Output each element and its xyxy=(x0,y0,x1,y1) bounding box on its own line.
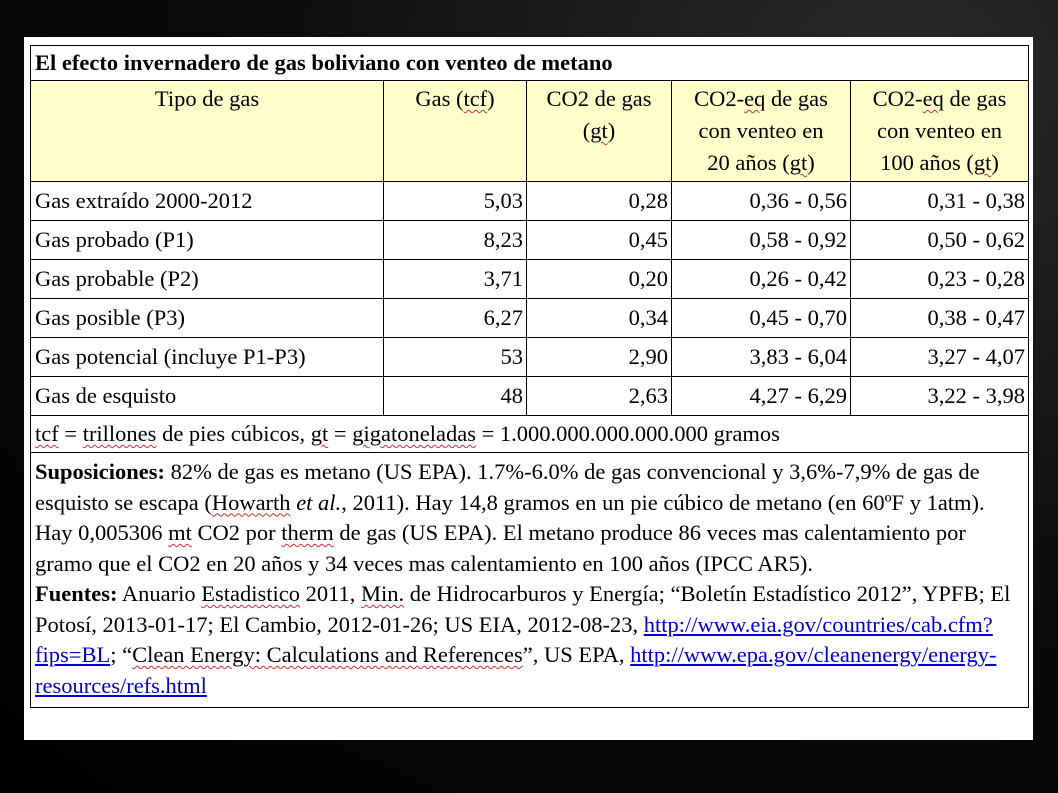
gas-table xyxy=(30,45,1029,708)
table-row xyxy=(31,299,1029,338)
epa-link[interactable]: http://www.epa.gov/cleanenergy/energy-resources/refs.html xyxy=(35,642,997,698)
cell-eq20: 0,58 - 0,92 xyxy=(672,221,851,260)
cell-eq100: 3,27 - 4,07 xyxy=(851,338,1029,377)
cell-gas: 53 xyxy=(384,338,527,377)
table-row xyxy=(31,338,1029,377)
table-row xyxy=(31,221,1029,260)
fuentes-label: Fuentes: xyxy=(35,581,118,606)
cell-eq20: 0,45 - 0,70 xyxy=(672,299,851,338)
cell-eq100: 0,50 - 0,62 xyxy=(851,221,1029,260)
eia-link[interactable]: http://www.eia.gov/countries/cab.cfm?fips=BL xyxy=(35,611,993,667)
cell-co2: 0,28 xyxy=(527,182,672,221)
cell-gas: 48 xyxy=(384,377,527,416)
cell-co2: 2,90 xyxy=(527,338,672,377)
units-note-row xyxy=(31,416,1029,453)
cell-eq20: 0,36 - 0,56 xyxy=(672,182,851,221)
cell-gas: 3,71 xyxy=(384,260,527,299)
notes-cell: Suposiciones: 82% de gas es metano (US EPA). 1.7%-6.0% de gas convencional y 3,6%-7,9% de gas de esquisto se escapa (Howarth et al., 2011). Hay 14,8 gramos en un pie cúbico de metano (en 60ºF y 1atm). Hay 0,005306 mt CO2 por therm de gas (US EPA). El metano produce 86 veces mas calentamiento por gramo que el CO2 en 20 años y 34 veces mas calentamiento en 100 años (IPCC AR5). Fuentes: Anuario Estadistico 2011, Min. de Hidrocarburos y Energía; “Boletín Estadístico 2012”, YPFB; El Potosí, 2013-01-17; El Cambio, 2012-01-26; US EIA, 2012-08-23, http://www.eia.gov/countries/cab.cfm?fips=BL; “Clean Energy: Calculations and References”, US EPA, http://www.epa.gov/cleanenergy/energy-resources/refs.html xyxy=(31,453,1029,708)
header-row xyxy=(31,81,1029,182)
cell-eq100: 0,38 - 0,47 xyxy=(851,299,1029,338)
units-note: tcf = trillones de pies cúbicos, gt = gigatoneladas = 1.000.000.000.000.000 gramos xyxy=(31,416,1029,453)
cell-tipo: Gas potencial (incluye P1-P3) xyxy=(31,338,384,377)
cell-co2: 2,63 xyxy=(527,377,672,416)
cell-co2: 0,20 xyxy=(527,260,672,299)
header-tipo: Tipo de gas xyxy=(31,81,384,182)
table-title: El efecto invernadero de gas boliviano con venteo de metano xyxy=(31,46,1029,81)
cell-eq20: 4,27 - 6,29 xyxy=(672,377,851,416)
cell-tipo: Gas probable (P2) xyxy=(31,260,384,299)
header-gas: Gas (tcf) xyxy=(384,81,527,182)
cell-tipo: Gas de esquisto xyxy=(31,377,384,416)
cell-eq100: 0,23 - 0,28 xyxy=(851,260,1029,299)
cell-gas: 8,23 xyxy=(384,221,527,260)
table-row xyxy=(31,260,1029,299)
cell-gas: 6,27 xyxy=(384,299,527,338)
title-row xyxy=(31,46,1029,81)
cell-eq20: 3,83 - 6,04 xyxy=(672,338,851,377)
table-row xyxy=(31,182,1029,221)
suposiciones-label: Suposiciones: xyxy=(35,459,166,484)
cell-gas: 5,03 xyxy=(384,182,527,221)
header-co2eq-20: CO2-eq de gas con venteo en 20 años (gt) xyxy=(672,81,851,182)
cell-eq100: 3,22 - 3,98 xyxy=(851,377,1029,416)
cell-tipo: Gas probado (P1) xyxy=(31,221,384,260)
cell-tipo: Gas posible (P3) xyxy=(31,299,384,338)
header-co2: CO2 de gas (gt) xyxy=(527,81,672,182)
cell-tipo: Gas extraído 2000-2012 xyxy=(31,182,384,221)
tcf-abbrev: tcf xyxy=(463,86,488,111)
notes-row xyxy=(31,453,1029,708)
table-row xyxy=(31,377,1029,416)
cell-co2: 0,34 xyxy=(527,299,672,338)
cell-eq20: 0,26 - 0,42 xyxy=(672,260,851,299)
cell-eq100: 0,31 - 0,38 xyxy=(851,182,1029,221)
cell-co2: 0,45 xyxy=(527,221,672,260)
slide xyxy=(24,37,1033,740)
header-co2eq-100: CO2-eq de gas con venteo en 100 años (gt) xyxy=(851,81,1029,182)
